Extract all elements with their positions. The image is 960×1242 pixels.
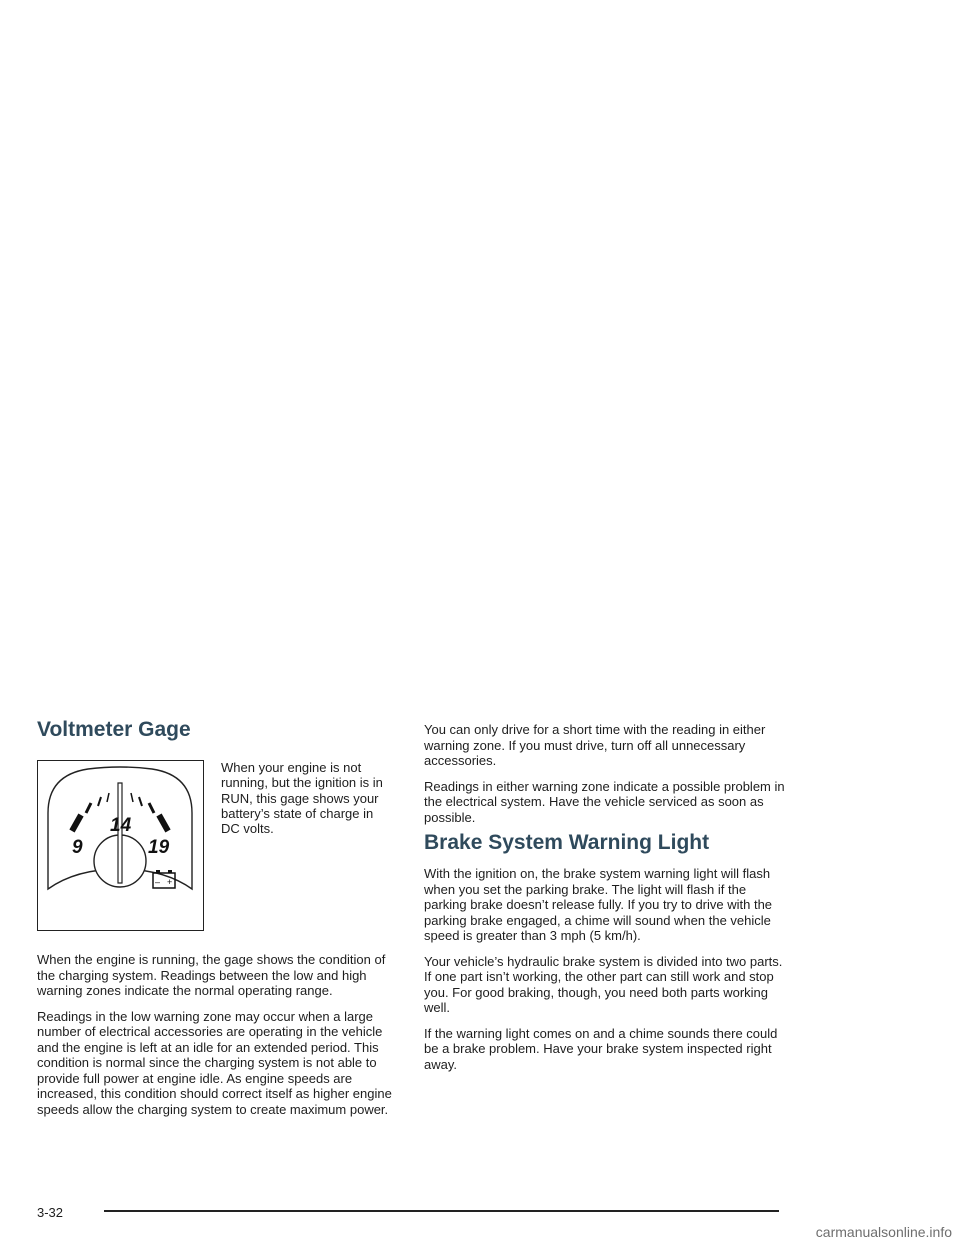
footer-rule (104, 1210, 779, 1212)
voltmeter-body (37, 952, 399, 1127)
voltmeter-heading: Voltmeter Gage (37, 718, 191, 741)
voltmeter-gage-illustration (37, 760, 204, 931)
gauge-label-mid: 14 (110, 815, 132, 836)
gauge-label-low: 9 (72, 837, 83, 858)
watermark[interactable]: carmanualsonline.info (815, 1224, 952, 1240)
paragraph: When the engine is running, the gage shows the condition of the charging system. Readings between the low and high warning zones indicate the normal operating range. (37, 952, 386, 998)
gauge-label-high: 19 (148, 837, 170, 858)
battery-icon (153, 870, 175, 888)
svg-text:+: + (167, 877, 173, 887)
paragraph: Readings in the low warning zone may occur when a large number of electrical accessories are operating in the vehicle and the engine is left at an idle for an extended period. This condition is normal since the charging system is not able to provide full power at engine idle. As engine speeds are increased, this condition should correct itself as higher engine speeds allow the charging system to create maximum power. (37, 1008, 392, 1117)
brake-body (424, 866, 786, 1082)
voltmeter-caption: When your engine is not running, but the ignition is in RUN, this gage shows your battery’s state of charge in DC volts. (221, 760, 383, 837)
svg-text:–: – (155, 877, 161, 887)
voltmeter-continued (424, 722, 786, 835)
page-number: 3-32 (37, 1205, 64, 1220)
brake-heading: Brake System Warning Light (424, 831, 710, 854)
paragraph: You can only drive for a short time with the reading in either warning zone. If you must drive, turn off all unnecessary accessories. (424, 722, 766, 768)
paragraph: If the warning light comes on and a chime sounds there could be a brake problem. Have your brake system inspected right away. (424, 1025, 778, 1072)
paragraph: Readings in either warning zone indicate a possible problem in the electrical system. Have the vehicle serviced as soon as possible. (424, 778, 785, 825)
paragraph: With the ignition on, the brake system warning light will flash when you set the parking brake. The light will flash if the parking brake doesn’t release fully. If you try to drive with the parking brake engaged, a chime will sound when the vehicle speed is greater than 3 mph (5 km/h). (424, 866, 773, 943)
voltmeter-gage-icon (38, 761, 202, 929)
paragraph: Your vehicle’s hydraulic brake system is divided into two parts. If one part isn’t working, the other part can still work and stop you. For good braking, though, you need both parts working well. (424, 953, 783, 1015)
